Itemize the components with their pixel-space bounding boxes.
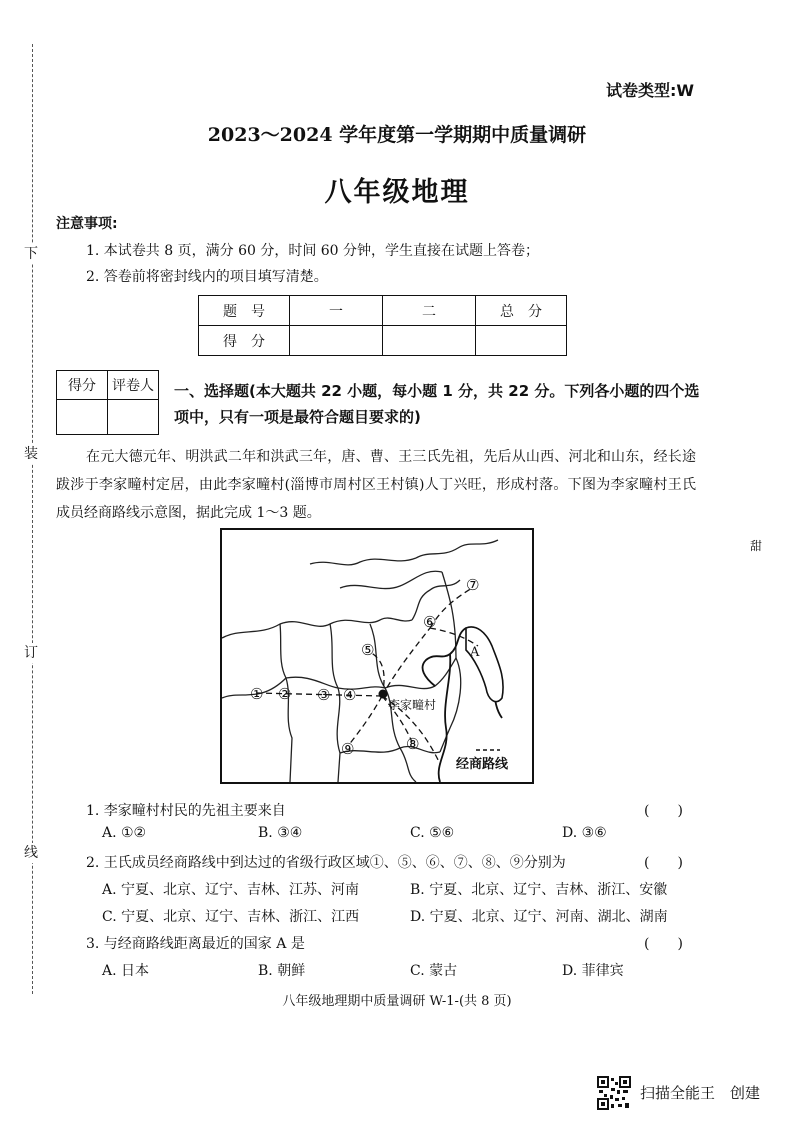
binding-char: 下	[24, 246, 38, 262]
page-footer: 八年级地理期中质量调研 W-1-(共 8 页)	[282, 994, 512, 1009]
score-cell[interactable]	[476, 326, 567, 356]
grader-table	[56, 370, 159, 435]
notice-item: 1. 本试卷共 8 页，满分 60 分，时间 60 分钟，学生直接在试题上答卷；	[86, 243, 540, 259]
option[interactable]: B. 朝鲜	[258, 963, 306, 979]
binding-char: 线	[24, 845, 38, 861]
region-number-7: ⑦	[466, 576, 480, 594]
option[interactable]: D. 菲律宾	[562, 963, 624, 979]
village-label: 李家疃村	[388, 698, 437, 712]
side-mark: 甜	[750, 539, 763, 553]
notice-title: 注意事项:	[56, 216, 118, 232]
score-cell[interactable]	[290, 326, 383, 356]
region-number-2: ②	[278, 685, 292, 703]
country-a-label: A	[470, 645, 480, 660]
grader-score-cell[interactable]	[57, 400, 108, 435]
village-dot	[379, 690, 388, 699]
score-table-header: 一	[290, 296, 383, 326]
option[interactable]: C. 宁夏、北京、辽宁、吉林、浙江、江西	[102, 909, 360, 925]
option[interactable]: C. 蒙古	[410, 963, 458, 979]
answer-paren[interactable]: ( )	[644, 803, 683, 819]
region-number-6: ⑥	[423, 613, 437, 631]
notice-item: 2. 答卷前将密封线内的项目填写清楚。	[86, 269, 328, 285]
score-row-label: 得 分	[199, 326, 290, 356]
subject-title: 八年级地理	[324, 177, 470, 208]
option[interactable]: A. ①②	[102, 825, 147, 841]
binding-char: 订	[24, 645, 38, 661]
answer-paren[interactable]: ( )	[644, 855, 683, 871]
scanner-watermark: 扫描全能王 创建	[640, 1084, 761, 1102]
score-table	[198, 295, 567, 356]
option[interactable]: D. 宁夏、北京、辽宁、河南、湖北、湖南	[410, 909, 668, 925]
question-3-stem: 3. 与经商路线距离最近的国家 A 是	[86, 936, 305, 952]
score-table-header: 总 分	[476, 296, 567, 326]
answer-paren[interactable]: ( )	[644, 936, 683, 952]
grader-name-label: 评卷人	[108, 371, 159, 400]
option[interactable]: D. ③⑥	[562, 825, 607, 841]
reading-passage: 在元大德元年、明洪武二年和洪武三年，唐、曹、王三氏先祖，先后从山西、河北和山东，经长途跋涉于李家疃村定居，由此李家疃村(淄博市周村区王村镇)人丁兴旺，形成村落。下图为李家疃村王氏成员经商路线示意图，据此完成 1～3 题。	[56, 449, 696, 521]
region-number-5: ⑤	[361, 641, 375, 659]
binding-char: 装	[24, 446, 38, 462]
qr-code-icon	[597, 1076, 631, 1110]
region-number-1: ①	[250, 685, 264, 703]
option[interactable]: B. ③④	[258, 825, 303, 841]
legend-label: 经商路线	[456, 757, 509, 772]
region-number-4: ④	[343, 686, 357, 704]
score-table-header: 二	[383, 296, 476, 326]
region-number-9: ⑨	[341, 740, 355, 758]
grader-name-cell[interactable]	[108, 400, 159, 435]
trade-route-map	[220, 528, 534, 784]
option[interactable]: A. 日本	[102, 963, 150, 979]
question-1-stem: 1. 李家疃村村民的先祖主要来自	[86, 803, 286, 819]
paper-type: 试卷类型:W	[605, 81, 694, 100]
exam-title: 2023～2024 学年度第一学期期中质量调研	[207, 124, 587, 146]
grader-score-label: 得分	[57, 371, 108, 400]
region-number-8: ⑧	[406, 735, 420, 753]
score-table-header: 题 号	[199, 296, 290, 326]
region-number-3: ③	[317, 686, 331, 704]
option[interactable]: B. 宁夏、北京、辽宁、吉林、浙江、安徽	[410, 882, 668, 898]
option[interactable]: A. 宁夏、北京、辽宁、吉林、江苏、河南	[102, 882, 360, 898]
score-cell[interactable]	[383, 326, 476, 356]
question-2-stem: 2. 王氏成员经商路线中到达过的省级行政区域①、⑤、⑥、⑦、⑧、⑨分别为	[86, 855, 566, 871]
section-heading: 一、选择题(本大题共 22 小题，每小题 1 分，共 22 分。下列各小题的四个选项中，只有一项是最符合题目要求的)	[174, 382, 700, 426]
option[interactable]: C. ⑤⑥	[410, 825, 455, 841]
